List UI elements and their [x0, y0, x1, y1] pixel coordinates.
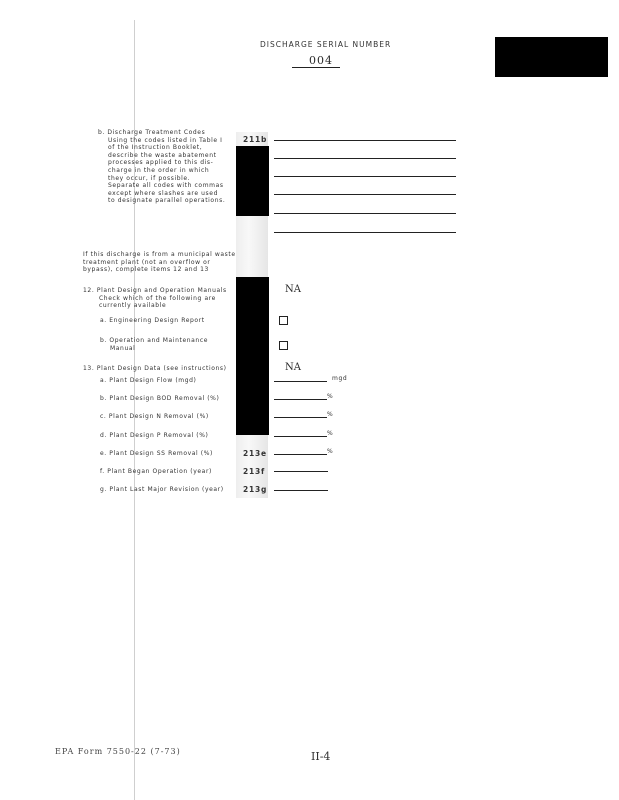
- row-13g-line: [274, 490, 328, 491]
- form-number: EPA Form 7550-22 (7-73): [55, 747, 181, 756]
- row-13g-label: g. Plant Last Major Revision (year): [100, 486, 224, 493]
- row-13f-label: f. Plant Began Operation (year): [100, 468, 212, 475]
- row-13e-line: [274, 454, 327, 455]
- discharge-serial-label: DISCHARGE SERIAL NUMBER: [260, 40, 392, 49]
- item-12a-label: a. Engineering Design Report: [100, 317, 205, 324]
- row-13b-unit: %: [327, 393, 334, 400]
- discharge-serial-value: 004: [309, 54, 333, 67]
- code-211b: 211b: [243, 135, 268, 144]
- row-13b-label: b. Plant Design BOD Removal (%): [100, 395, 220, 402]
- row-13c-unit: %: [327, 411, 334, 418]
- row-13b-line: [274, 399, 327, 400]
- treatment-code-line-6: [274, 232, 456, 233]
- item-12b-label: b. Operation and Maintenance Manual: [100, 337, 209, 352]
- treatment-code-line-2: [274, 158, 456, 159]
- code-213e: 213e: [243, 449, 267, 458]
- row-13f-line: [274, 471, 328, 472]
- municipal-note: If this discharge is from a municipal waste treatment plant (not an overflow or bypass), complete items 12 and 13: [83, 251, 236, 274]
- code-213f: 213f: [243, 467, 266, 476]
- row-13d-unit: %: [327, 430, 334, 437]
- row-13c-label: c. Plant Design N Removal (%): [100, 413, 209, 420]
- row-13d-label: d. Plant Design P Removal (%): [100, 432, 209, 439]
- item-12-heading: 12. Plant Design and Operation Manuals Check which of the following are currently available: [83, 287, 227, 310]
- treatment-code-line-1: [274, 140, 456, 141]
- code-213g: 213g: [243, 485, 268, 494]
- treatment-code-line-5: [274, 213, 456, 214]
- treatment-code-line-4: [274, 194, 456, 195]
- row-13a-unit: mgd: [332, 375, 348, 382]
- item-13-answer: NA: [285, 362, 301, 373]
- redaction-block-2: [236, 277, 269, 435]
- row-13a-label: a. Plant Design Flow (mgd): [100, 377, 197, 384]
- redaction-block-1: [236, 146, 269, 216]
- treatment-code-line-3: [274, 176, 456, 177]
- om-manual-checkbox[interactable]: [279, 341, 288, 350]
- engineering-report-checkbox[interactable]: [279, 316, 288, 325]
- item-b-instructions: b. Discharge Treatment Codes Using the codes listed in Table I of the Instruction Booklet, describe the waste abatement processes applied to this dis- charge in the order in which they occur, if possible. Separate all codes with commas except where slashes are used to designate parallel operations.: [98, 129, 226, 205]
- serial-underline: [292, 67, 340, 68]
- page-number: II-4: [311, 750, 331, 763]
- row-13c-line: [274, 417, 327, 418]
- row-13d-line: [274, 436, 327, 437]
- row-13e-label: e. Plant Design SS Removal (%): [100, 450, 213, 457]
- redaction-top-right: [495, 37, 608, 77]
- row-13e-unit: %: [327, 448, 334, 455]
- item-13-heading: 13. Plant Design Data (see instructions): [83, 365, 227, 372]
- row-13a-line: [274, 381, 327, 382]
- item-12-answer: NA: [285, 284, 301, 295]
